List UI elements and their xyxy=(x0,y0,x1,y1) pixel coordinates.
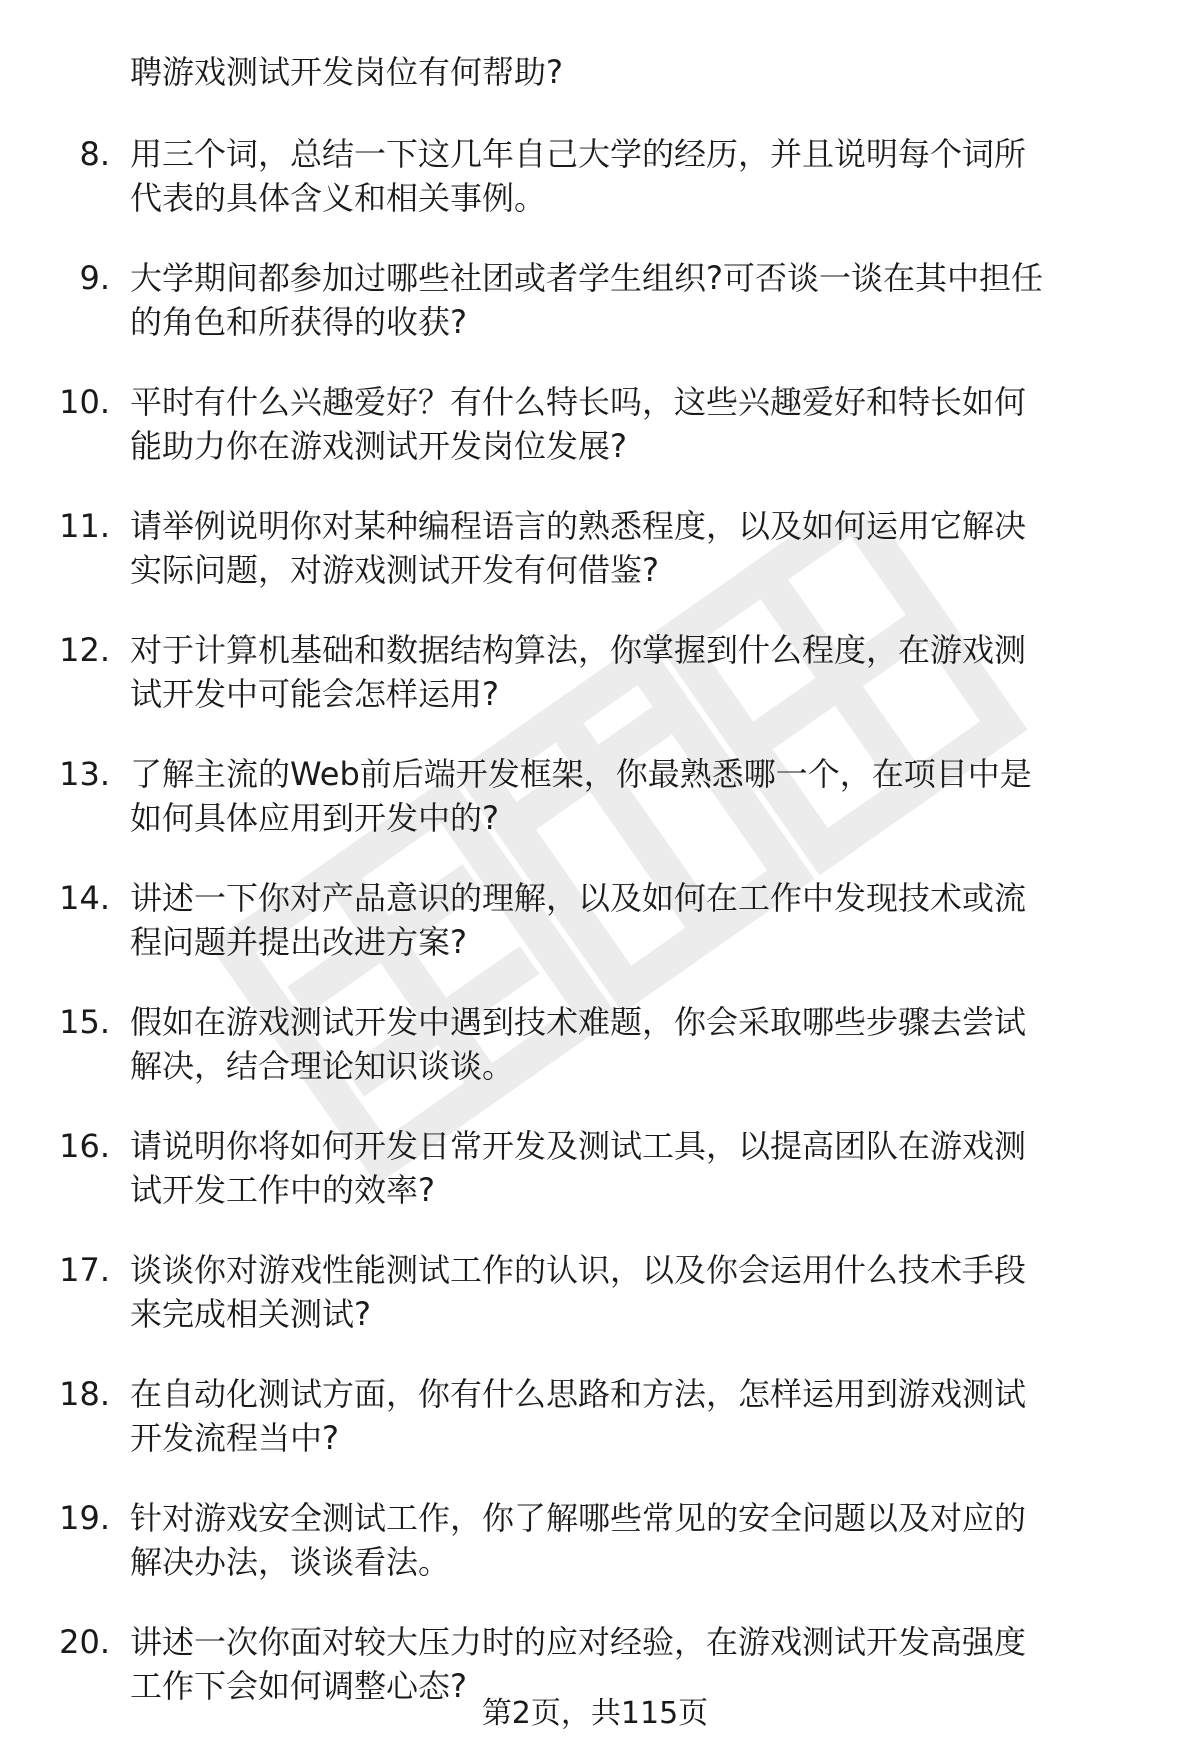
question-item xyxy=(0,876,1190,964)
question-text-line: 在自动化测试方面，你有什么思路和方法，怎样运用到游戏测试 xyxy=(130,1375,1027,1413)
question-number: 12. xyxy=(59,631,110,669)
question-number: 9. xyxy=(79,259,110,297)
question-text xyxy=(130,628,1150,716)
question-text-line: 试开发工作中的效率? xyxy=(130,1171,435,1209)
question-text-line: 假如在游戏测试开发中遇到技术难题，你会采取哪些步骤去尝试 xyxy=(130,1003,1027,1041)
question-text-line: 用三个词，总结一下这几年自己大学的经历，并且说明每个词所 xyxy=(130,135,1027,173)
question-text-line: 能助力你在游戏测试开发岗位发展? xyxy=(130,427,627,465)
question-text-line: 请说明你将如何开发日常开发及测试工具，以提高团队在游戏测 xyxy=(130,1127,1027,1165)
question-text-line: 工作下会如何调整心态? xyxy=(130,1667,467,1705)
question-text xyxy=(130,1000,1150,1088)
question-item xyxy=(0,1124,1190,1212)
question-item xyxy=(0,628,1190,716)
question-text-line: 来完成相关测试? xyxy=(130,1295,371,1333)
question-text-line: 实际问题，对游戏测试开发有何借鉴? xyxy=(130,551,659,589)
question-text-line: 解决，结合理论知识谈谈。 xyxy=(130,1047,515,1085)
question-item xyxy=(0,1248,1190,1336)
question-number: 13. xyxy=(59,755,110,793)
question-text xyxy=(130,1248,1150,1336)
page-footer: 第2页，共115页 xyxy=(481,1696,709,1731)
question-item xyxy=(0,380,1190,468)
question-number: 8. xyxy=(79,135,110,173)
question-item xyxy=(0,256,1190,344)
question-item xyxy=(0,1000,1190,1088)
question-text xyxy=(130,132,1150,220)
question-number: 18. xyxy=(59,1375,110,1413)
question-text-line: 大学期间都参加过哪些社团或者学生组织?可否谈一谈在其中担任 xyxy=(130,259,1043,297)
question-text-line: 如何具体应用到开发中的? xyxy=(130,799,499,837)
question-text xyxy=(130,876,1150,964)
question-list xyxy=(0,132,1190,1744)
question-text-line: 解决办法，谈谈看法。 xyxy=(130,1543,451,1581)
question-item xyxy=(0,132,1190,220)
question-text-line: 代表的具体含义和相关事例。 xyxy=(130,179,547,217)
question-number: 10. xyxy=(59,383,110,421)
question-number: 20. xyxy=(59,1623,110,1661)
question-number: 19. xyxy=(59,1499,110,1537)
question-number: 16. xyxy=(59,1127,110,1165)
question-text xyxy=(130,1496,1150,1584)
question-number: 17. xyxy=(59,1251,110,1289)
question-text-line: 试开发中可能会怎样运用? xyxy=(130,675,499,713)
question-text-line: 开发流程当中? xyxy=(130,1419,339,1457)
question-text xyxy=(130,504,1150,592)
question-text xyxy=(130,1124,1150,1212)
question-text-line: 程问题并提出改进方案? xyxy=(130,923,467,961)
question-item xyxy=(0,1496,1190,1584)
question-text-line: 的角色和所获得的收获? xyxy=(130,303,467,341)
question-text xyxy=(130,1372,1150,1460)
question-number: 15. xyxy=(59,1003,110,1041)
question-item xyxy=(0,752,1190,840)
question-text-line: 了解主流的Web前后端开发框架，你最熟悉哪一个，在项目中是 xyxy=(130,755,1032,793)
question-text-line: 讲述一下你对产品意识的理解，以及如何在工作中发现技术或流 xyxy=(130,879,1027,917)
continued-question-text: 聘游戏测试开发岗位有何帮助? xyxy=(130,53,563,91)
question-text-line: 对于计算机基础和数据结构算法，你掌握到什么程度，在游戏测 xyxy=(130,631,1027,669)
question-text-line: 请举例说明你对某种编程语言的熟悉程度，以及如何运用它解决 xyxy=(130,507,1027,545)
question-item xyxy=(0,1372,1190,1460)
question-text-line: 谈谈你对游戏性能测试工作的认识，以及你会运用什么技术手段 xyxy=(130,1251,1027,1289)
question-text-line: 平时有什么兴趣爱好？有什么特长吗，这些兴趣爱好和特长如何 xyxy=(130,383,1027,421)
question-number: 11. xyxy=(59,507,110,545)
question-text xyxy=(130,380,1150,468)
question-item xyxy=(0,504,1190,592)
question-text-line: 针对游戏安全测试工作，你了解哪些常见的安全问题以及对应的 xyxy=(130,1499,1027,1537)
question-text xyxy=(130,752,1150,840)
question-number: 14. xyxy=(59,879,110,917)
question-text xyxy=(130,256,1150,344)
question-text-line: 讲述一次你面对较大压力时的应对经验，在游戏测试开发高强度 xyxy=(130,1623,1027,1661)
